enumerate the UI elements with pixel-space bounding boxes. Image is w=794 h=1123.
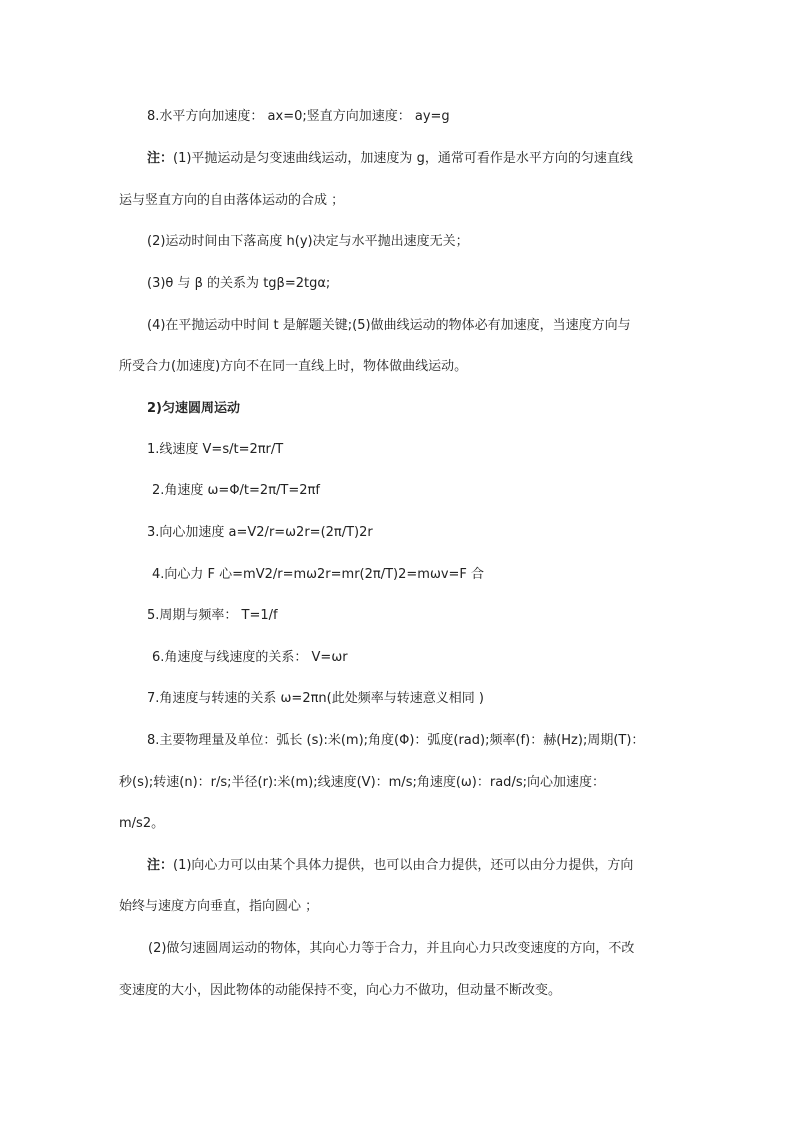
text-line: (4)在平抛运动中时间 t 是解题关键;(5)做曲线运动的物体必有加速度，当速度方向与	[147, 318, 631, 333]
text-line: 1.线速度 V=s/t=2πr/T	[147, 442, 284, 457]
note-label: 注：	[147, 858, 174, 873]
text-line: 始终与速度方向垂直，指向圆心 ；	[119, 899, 319, 914]
text-line	[147, 858, 633, 874]
text-span: (1)平抛运动是匀变速曲线运动，加速度为 g，通常可看作是水平方向的匀速直线	[173, 151, 633, 166]
text-line: 3.向心加速度 a=V2/r=ω2r=(2π/T)2r	[147, 525, 373, 540]
text-line: 变速度的大小，因此物体的动能保持不变，向心力不做功，但动量不断改变。	[119, 983, 562, 998]
text-span: (1)向心力可以由某个具体力提供，也可以由合力提供，还可以由分力提供，方向	[173, 858, 634, 873]
section-heading: 2)匀速圆周运动	[147, 401, 240, 416]
text-line: 8.水平方向加速度： ax=0;竖直方向加速度： ay=g	[147, 109, 450, 124]
text-line: (2)运动时间由下落高度 h(y)决定与水平抛出速度无关；	[147, 234, 469, 249]
text-line: m/s2。	[119, 816, 165, 831]
note-label: 注：	[147, 151, 174, 166]
text-line: 运与竖直方向的自由落体运动的合成 ；	[119, 193, 345, 208]
text-line: (3)θ 与 β 的关系为 tgβ=2tgα;	[147, 276, 331, 291]
text-line: 5.周期与频率： T=1/f	[147, 608, 278, 623]
text-line: 7.角速度与转速的关系 ω=2πn(此处频率与转速意义相同 )	[147, 691, 484, 706]
text-line: 6.角速度与线速度的关系： V=ωr	[152, 650, 348, 665]
text-line: 4.向心力 F 心=mV2/r=mω2r=mr(2π/T)2=mωv=F 合	[152, 567, 485, 582]
text-line: 8.主要物理量及单位：弧长 (s):米(m);角度(Φ)：弧度(rad);频率(f)：赫(Hz);周期(T)：	[147, 733, 645, 748]
text-line: (2)做匀速圆周运动的物体，其向心力等于合力，并且向心力只改变速度的方向，不改	[148, 941, 635, 956]
text-line: 2.角速度 ω=Φ/t=2π/T=2πf	[152, 483, 320, 498]
text-line	[147, 151, 633, 167]
text-line: 秒(s);转速(n)：r/s;半径(r):米(m);线速度(V)：m/s;角速度(ω)：rad/s;向心加速度：	[119, 775, 605, 790]
text-line: 所受合力(加速度)方向不在同一直线上时，物体做曲线运动。	[119, 359, 468, 374]
